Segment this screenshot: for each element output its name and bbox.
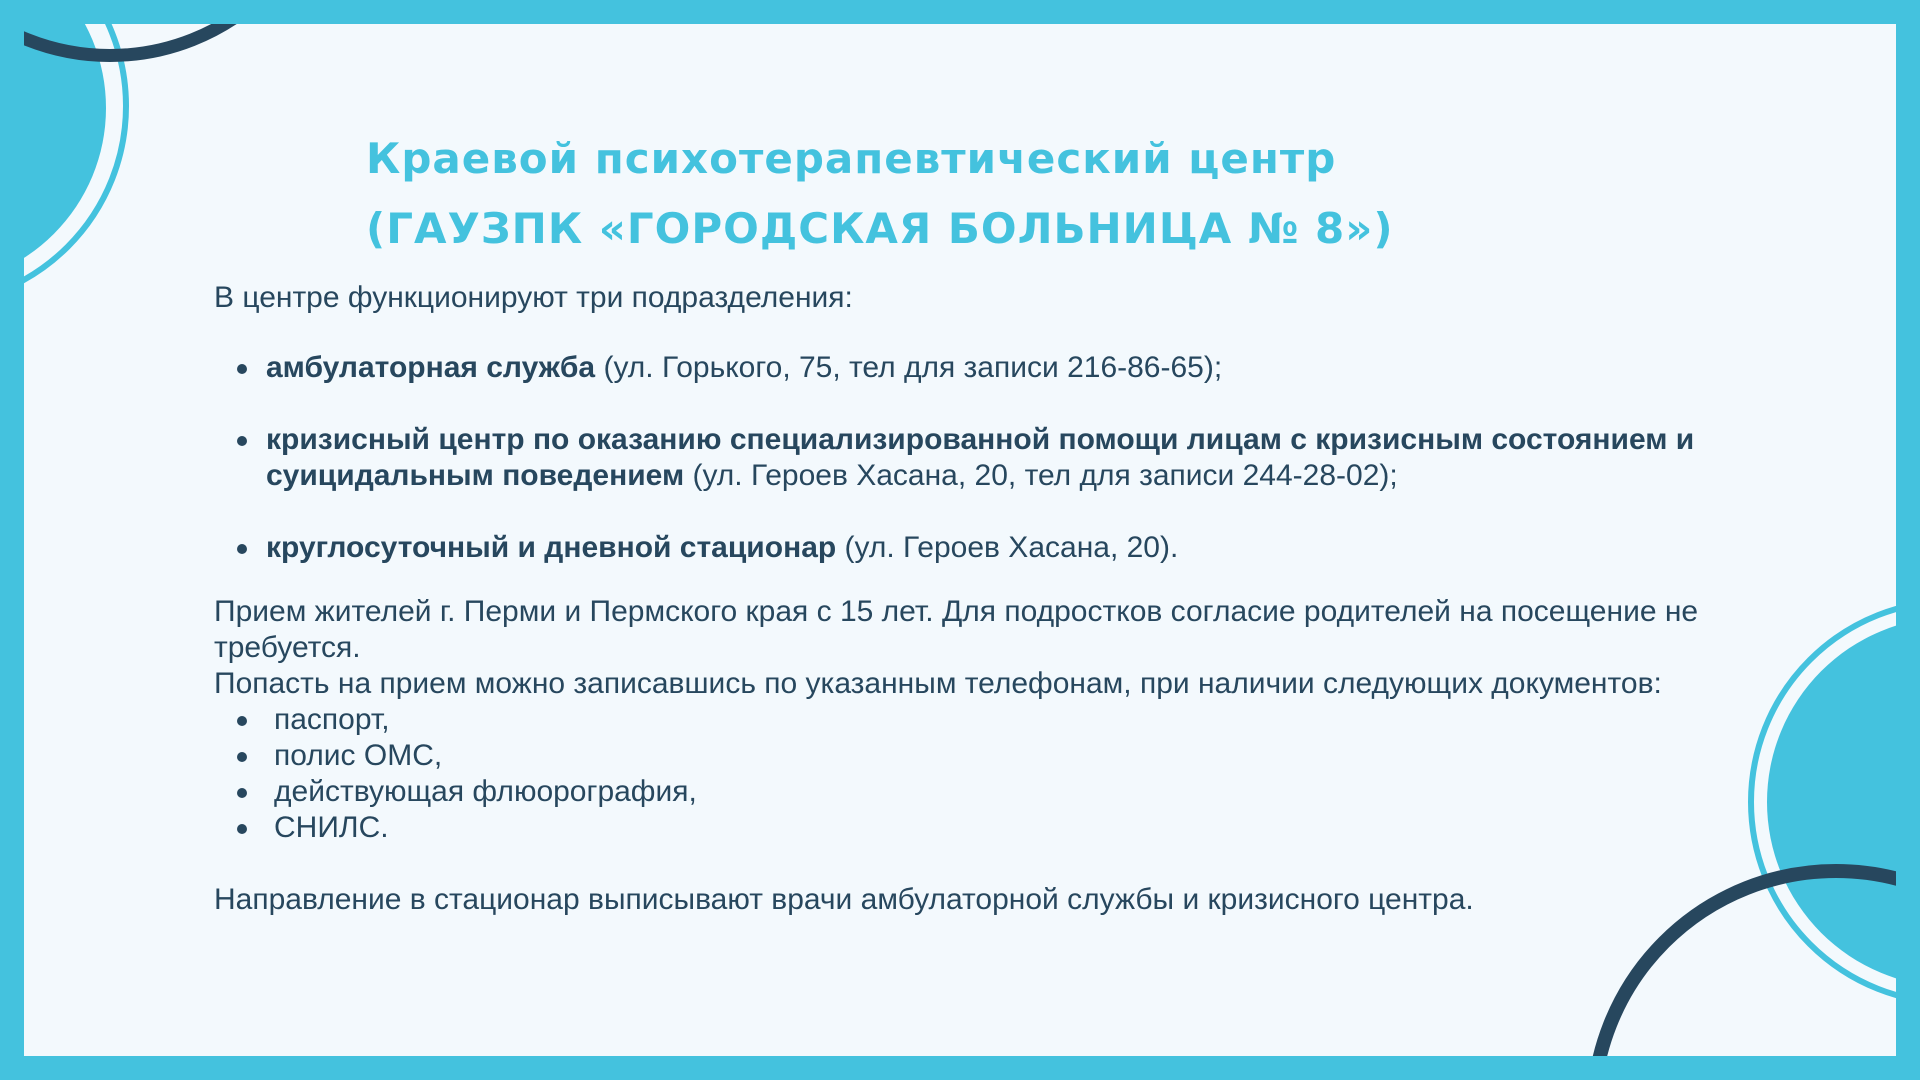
document-item: [214, 774, 1834, 810]
division-details: (ул. Горького, 75, тел для записи 216-86-65);: [595, 351, 1223, 384]
referral-text: Направление в стационар выписывают врачи амбулаторной службы и кризисного центра.: [214, 883, 1474, 916]
bullet-icon: [237, 364, 247, 374]
bullet-icon: [237, 716, 247, 726]
decorative-ring-top-left-light: [24, 24, 129, 308]
slide-title: [366, 124, 1394, 264]
documents-list: [214, 702, 1834, 846]
division-details: (ул. Героев Хасана, 20).: [836, 531, 1179, 564]
admission-text: Прием жителей г. Перми и Пермского края с 15 лет. Для подростков согласие родителей на посещение не требуется.: [214, 595, 1699, 664]
bullet-icon: [237, 824, 247, 834]
division-name: амбулаторная служба: [266, 351, 596, 384]
division-details: (ул. Героев Хасана, 20, тел для записи 244-28-02);: [684, 459, 1398, 492]
document-item: [214, 810, 1834, 846]
division-name: круглосуточный и дневной стационар: [266, 531, 837, 564]
document-label: действующая флюорография,: [274, 775, 697, 808]
content-panel: [24, 24, 1896, 1056]
bullet-icon: [237, 788, 247, 798]
document-label: паспорт,: [274, 703, 390, 736]
document-item: [214, 738, 1834, 774]
document-item: [214, 702, 1834, 738]
slide-body: [214, 280, 1834, 918]
intro-text: В центре функционируют три подразделения:: [214, 281, 853, 314]
bullet-icon: [237, 436, 247, 446]
title-line-1: Краевой психотерапевтический центр: [366, 134, 1337, 183]
bullet-icon: [237, 544, 247, 554]
division-name: кризисный центр по оказанию специализированной помощи лицам с кризисным состоянием и суицидальным поведением: [266, 423, 1695, 492]
document-label: полис ОМС,: [274, 739, 443, 772]
division-item-crisis-center: [214, 422, 1834, 494]
bullet-icon: [237, 752, 247, 762]
division-item-hospital: [214, 530, 1834, 566]
appointment-text: Попасть на прием можно записавшись по указанным телефонам, при наличии следующих документов:: [214, 667, 1662, 700]
decorative-ring-top-left-dark: [24, 24, 340, 62]
document-label: СНИЛС.: [274, 811, 389, 844]
title-line-2: (ГАУЗПК «ГОРОДСКАЯ БОЛЬНИЦА № 8»): [366, 204, 1394, 253]
division-item-ambulatory: [214, 350, 1834, 386]
divisions-list: [214, 350, 1834, 566]
